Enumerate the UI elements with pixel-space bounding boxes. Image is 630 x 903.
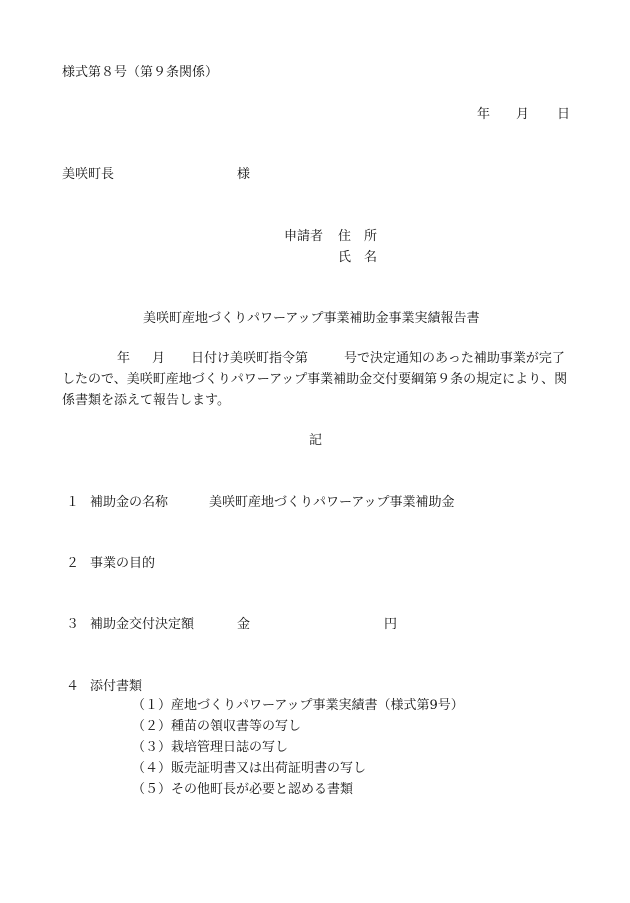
applicant-name-label: 氏 名: [338, 250, 378, 265]
attachment-2: （２）種苗の領収書等の写し: [132, 719, 302, 734]
document-title: 美咲町産地づくりパワーアップ事業補助金事業実績報告書: [143, 311, 480, 326]
item-1-label: 補助金の名称: [90, 495, 169, 510]
date-day: 日: [557, 107, 571, 122]
attachment-4: （４）販売証明書又は出荷証明書の写し: [132, 761, 367, 776]
body-rest: 完了したので、美咲町産地づくりパワーアップ事業補助金交付要綱第９条の規定により、関係書類を添えて報告します。: [62, 351, 568, 408]
applicant-label: 申請者: [284, 229, 324, 244]
body-date-prefix: 日付け美咲町指令第: [191, 351, 309, 366]
item-3-suffix: 円: [384, 617, 398, 632]
item-1-value: 美咲町産地づくりパワーアップ事業補助金: [209, 495, 455, 510]
attachment-3: （３）栽培管理日誌の写し: [132, 740, 289, 755]
date-year: 年: [477, 107, 491, 122]
body-paragraph: [62, 348, 574, 411]
body-year: 年: [117, 351, 131, 366]
form-number: 様式第８号（第９条関係）: [62, 65, 219, 80]
date-month: 月: [516, 107, 530, 122]
item-2-number: ２: [66, 556, 80, 571]
applicant-address-label: 住 所: [338, 229, 378, 244]
body-number-suffix: 号で決定通知のあった補助事業が: [344, 351, 539, 366]
item-3-label: 補助金交付決定額: [90, 617, 195, 632]
body-month: 月: [152, 351, 166, 366]
item-1-number: １: [66, 495, 80, 510]
item-4-number: ４: [66, 679, 80, 694]
attachment-5: （５）その他町長が必要と認める書類: [132, 782, 354, 797]
addressee-name: 美咲町長: [62, 167, 115, 182]
ki-heading: 記: [309, 433, 323, 448]
item-4-label: 添付書類: [90, 679, 143, 694]
item-2-label: 事業の目的: [90, 556, 156, 571]
addressee-honorific: 様: [237, 167, 251, 182]
attachment-1: （１）産地づくりパワーアップ事業実績書（様式第9号）: [132, 698, 464, 713]
item-3-number: ３: [66, 617, 80, 632]
item-3-prefix: 金: [237, 617, 251, 632]
